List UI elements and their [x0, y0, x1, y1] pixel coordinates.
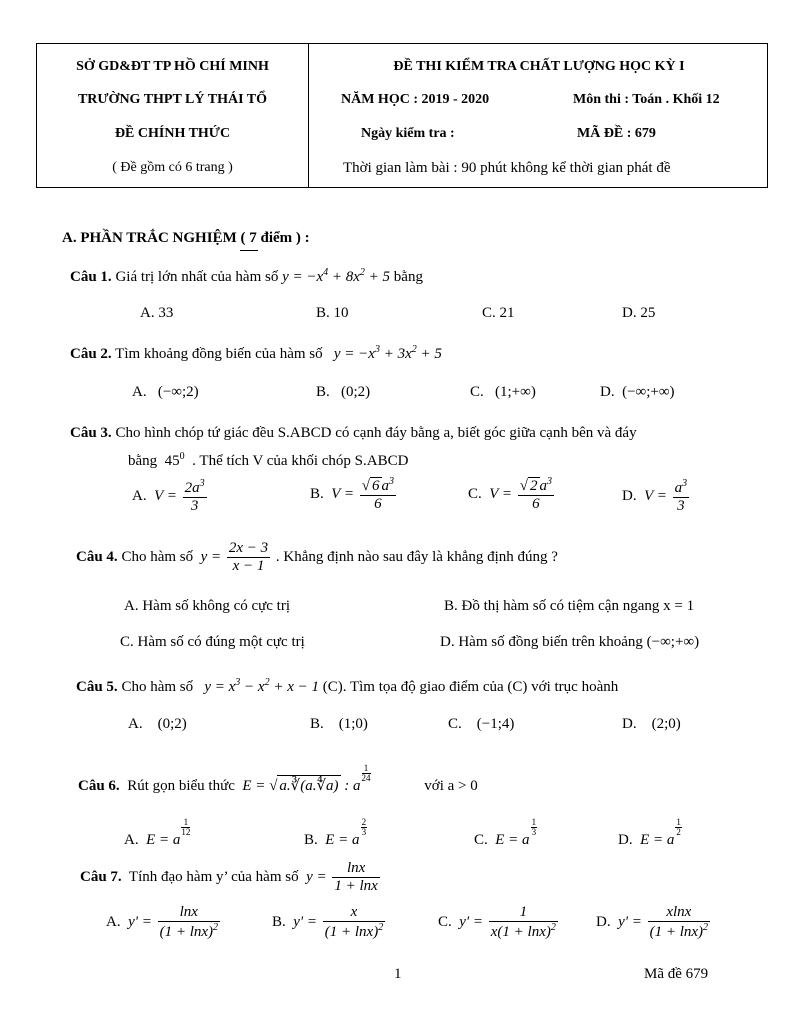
q4-option-d[interactable]: D. Hàm số đồng biến trên khoảng (−∞;+∞) [440, 634, 700, 650]
school-name: TRƯỜNG THPT LÝ THÁI TỔ [77, 92, 268, 107]
official-label: ĐỀ CHÍNH THỨC [114, 126, 231, 141]
q3-option-a[interactable]: A. V = $\frac{2a^3}{3}$ [132, 478, 205, 515]
q3-option-b[interactable]: B. V = $\frac{√ 6 a^3}{6}$ [310, 476, 395, 513]
q3-option-d[interactable]: D. V = $\frac{a^3}{3}$ [622, 478, 688, 515]
question-4: Câu 4. Cho hàm số y = $\frac{2x - 3}{x - 1}$ . Khẳng định nào sau đây là khẳng định đúng ? [76, 540, 558, 575]
exam-date: Ngày kiểm tra : [361, 126, 455, 141]
q4-option-b[interactable]: B. Đồ thị hàm số có tiệm cận ngang x = 1 [444, 598, 695, 614]
q6-option-b[interactable]: B. E = a $\frac{2}{3}$ [304, 817, 367, 848]
q1-option-a[interactable]: A. 33 [140, 305, 174, 321]
q6-option-d[interactable]: D. E = a $\frac{1}{2}$ [618, 817, 681, 848]
exam-code: MÃ ĐỀ : 679 [577, 126, 656, 141]
q4-option-c[interactable]: C. Hàm số có đúng một cực trị [120, 634, 305, 650]
q7-option-a[interactable]: A. y' = $\frac{\ln x}{(1 + \ln x)^2}$ [106, 904, 219, 941]
q2-option-d[interactable]: D. (−∞;+∞) [600, 384, 675, 400]
q5-option-c[interactable]: C. (−1;4) [448, 716, 515, 732]
q2-option-b[interactable]: B. (0;2) [316, 384, 371, 400]
q5-option-d[interactable]: D. (2;0) [622, 716, 681, 732]
q3-option-c[interactable]: C. V = $\frac{√ 2 a^3}{6}$ [468, 476, 553, 513]
question-3: Câu 3. Cho hình chóp tứ giác đều S.ABCD có cạnh đáy bằng a, biết góc giữa cạnh bên và đáy [70, 425, 637, 441]
question-3-cont: bằng $45^0$ . Thể tích V của khối chóp S.ABCD [128, 451, 409, 469]
exam-header [36, 43, 768, 188]
q6-option-c[interactable]: C. E = a $\frac{1}{3}$ [474, 817, 537, 848]
q7-option-b[interactable]: B. y' = $\frac{x}{(1 + \ln x)^2}$ [272, 904, 384, 941]
department-name: SỞ GD&ĐT TP HỒ CHÍ MINH [76, 59, 269, 74]
question-5: Câu 5. Cho hàm số $y = x^3 - x^2 + x - 1$ (C). Tìm tọa độ giao điểm của (C) với trục hoành [76, 677, 619, 695]
section-title: A. PHẦN TRẮC NGHIỆM ( 7 điểm ) : [62, 230, 310, 246]
q1-option-b[interactable]: B. 10 [316, 305, 349, 321]
question-7: Câu 7. Tính đạo hàm y’ của hàm số y = $\frac{\ln x}{1 + \ln x}$ [80, 860, 378, 895]
question-2: Câu 2. Tìm khoảng đồng biến của hàm số $y = -x^3 + 3x^2 + 5$ [70, 344, 442, 362]
page-number: 1 [394, 966, 402, 982]
q2-option-a[interactable]: A. (−∞;2) [132, 384, 199, 400]
title-underline-mark [240, 250, 258, 251]
time-limit: Thời gian làm bài : 90 phút không kể thời gian phát đề [343, 160, 671, 176]
q7-option-c[interactable]: C. y' = $\frac{1}{x(1 + \ln x)^2}$ [438, 904, 556, 941]
question-6: Câu 6. Rút gọn biểu thức E = √ a.∛(a.∜a) : a $\frac{1}{24}$ với a > 0 [78, 763, 478, 794]
page-count: ( Đề gồm có 6 trang ) [112, 160, 233, 175]
q5-option-b[interactable]: B. (1;0) [310, 716, 368, 732]
q6-option-a[interactable]: A. E = a $\frac{1}{12}$ [124, 817, 191, 848]
q1-option-d[interactable]: D. 25 [622, 305, 656, 321]
exam-title: ĐỀ THI KIỂM TRA CHẤT LƯỢNG HỌC KỲ I [393, 59, 685, 74]
q4-option-a[interactable]: A. Hàm số không có cực trị [124, 598, 291, 614]
q7-option-d[interactable]: D. y' = $\frac{xlnx}{(1 + \ln x)^2}$ [596, 904, 709, 941]
footer-exam-code: Mã đề 679 [644, 966, 709, 982]
q5-option-a[interactable]: A. (0;2) [128, 716, 187, 732]
school-year: NĂM HỌC : 2019 - 2020 [341, 92, 490, 107]
subject: Môn thi : Toán . Khối 12 [573, 92, 720, 107]
q1-option-c[interactable]: C. 21 [482, 305, 515, 321]
q2-option-c[interactable]: C. (1;+∞) [470, 384, 536, 400]
question-1: Câu 1. Giá trị lớn nhất của hàm số $y = -x^4 + 8x^2 + 5$ bằng [70, 267, 423, 285]
